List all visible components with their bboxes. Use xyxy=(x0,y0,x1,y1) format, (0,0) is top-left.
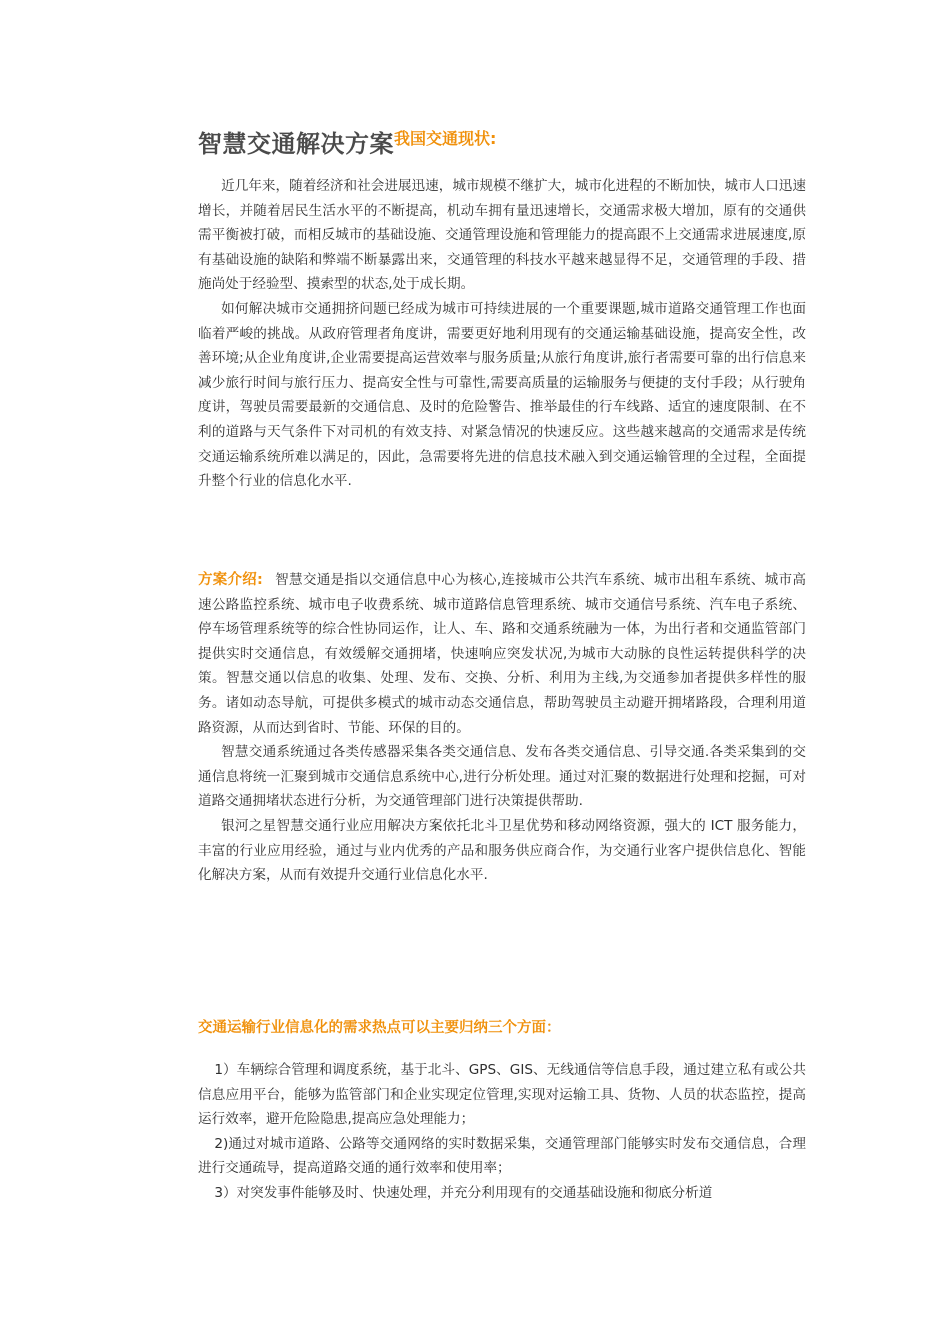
main-title: 智慧交通解决方案 xyxy=(198,130,394,158)
needs-heading: 交通运输行业信息化的需求热点可以主要归纳三个方面： xyxy=(198,1020,561,1036)
intro-paragraph-1 xyxy=(198,568,806,740)
needs-list xyxy=(198,1058,806,1206)
status-paragraph-2: 如何解决城市交通拥挤问题已经成为城市可持续进展的一个重要课题,城市道路交通管理工作也面临着严峻的挑战。从政府管理者角度讲，需要更好地利用现有的交通运输基础设施，提高安全性，改善环境;从企业角度讲,企业需要提高运营效率与服务质量;从旅行角度讲,旅行者需要可靠的出行信息来减少旅行时间与旅行压力、提高安全性与可靠性,需要高质量的运输服务与便捷的支付手段；从行驶角度讲，驾驶员需要最新的交通信息、及时的危险警告、推举最佳的行车线路、适宜的速度限制、在不利的道路与天气条件下对司机的有效支持、对紧急情况的快速反应。这些越来越高的交通需求是传统交通运输系统所难以满足的，因此，急需要将先进的信息技术融入到交通运输管理的全过程，全面提升整个行业的信息化水平. xyxy=(198,300,806,490)
intro-paragraph-2: 智慧交通系统通过各类传感器采集各类交通信息、发布各类交通信息、引导交通.各类采集到的交通信息将统一汇聚到城市交通信息系统中心,进行分析处理。通过对汇聚的数据进行处理和挖掘，可对道路交通拥堵状态进行分析，为交通管理部门进行决策提供帮助. xyxy=(198,744,806,810)
needs-item-1: 1）车辆综合管理和调度系统，基于北斗、GPS、GIS、无线通信等信息手段，通过建立私有或公共信息应用平台，能够为监管部门和企业实现定位管理,实现对运输工具、货物、人员的状态监控，提高运行效率，避开危险隐患,提高应急处理能力； xyxy=(198,1062,806,1128)
intro-paragraph-3: 银河之星智慧交通行业应用解决方案依托北斗卫星优势和移动网络资源，强大的 ICT 服务能力，丰富的行业应用经验，通过与业内优秀的产品和服务供应商合作，为交通行业客户提供信息化、智能化解决方案，从而有效提升交通行业信息化水平. xyxy=(198,817,806,884)
needs-item-2: 2)通过对城市道路、公路等交通网络的实时数据采集，交通管理部门能够实时发布交通信息，合理进行交通疏导，提高道路交通的通行效率和使用率； xyxy=(198,1135,806,1177)
needs-item-3: 3）对突发事件能够及时、快速处理，并充分利用现有的交通基础设施和彻底分析道 xyxy=(214,1184,713,1201)
status-paragraph-1: 近几年来，随着经济和社会进展迅速，城市规模不继扩大，城市化进程的不断加快，城市人口迅速增长，并随着居民生活水平的不断提高，机动车拥有量迅速增长，交通需求极大增加，原有的交通供需平衡被打破，而相反城市的基础设施、交通管理设施和管理能力的提高跟不上交通需求进展速度,原有基础设施的缺陷和弊端不断暴露出来，交通管理的科技水平越来越显得不足，交通管理的手段、措施尚处于经验型、摸索型的状态,处于成长期。 xyxy=(198,178,806,293)
section-title-status: 我国交通现状: xyxy=(394,129,497,148)
title-row xyxy=(198,124,818,159)
needs-section xyxy=(198,1016,806,1037)
intro-lead-label: 方案介绍: xyxy=(198,572,263,588)
status-section xyxy=(198,174,806,494)
intro-paragraph-1-text: 智慧交通是指以交通信息中心为核心,连接城市公共汽车系统、城市出租车系统、城市高速公路监控系统、城市电子收费系统、城市道路信息管理系统、城市交通信号系统、汽车电子系统、停车场管理系统等的综合性协同运作，让人、车、路和交通系统融为一体，为出行者和交通监管部门提供实时交通信息，有效缓解交通拥堵，快速响应突发状况,为城市大动脉的良性运转提供科学的决策。智慧交通以信息的收集、处理、发布、交换、分析、利用为主线,为交通参加者提供多样性的服务。诸如动态导航，可提供多模式的城市动态交通信息，帮助驾驶员主动避开拥堵路段，合理利用道路资源，从而达到省时、节能、环保的目的。 xyxy=(198,572,806,736)
intro-section xyxy=(198,568,806,888)
